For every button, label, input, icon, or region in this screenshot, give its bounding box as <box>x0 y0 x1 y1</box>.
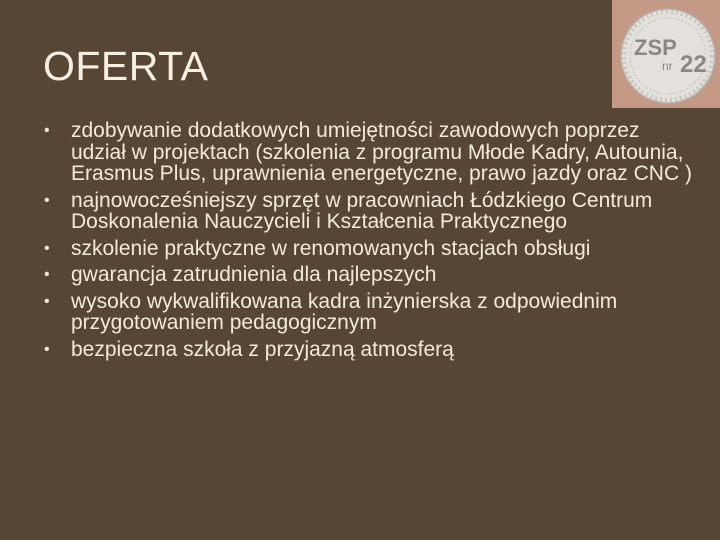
bullet-marker: • <box>44 191 50 209</box>
offer-list <box>44 120 694 365</box>
bullet-marker: • <box>44 292 50 310</box>
logo-main-text: ZSP <box>634 35 677 60</box>
slide-title: OFERTA <box>43 43 209 89</box>
list-item <box>44 339 694 361</box>
list-item <box>44 190 694 233</box>
bullet-marker: • <box>44 239 50 257</box>
school-logo <box>612 0 720 108</box>
list-item <box>44 238 694 260</box>
list-item <box>44 120 694 185</box>
bullet-marker: • <box>44 266 50 283</box>
school-emblem-icon <box>612 0 720 108</box>
logo-number-text: 22 <box>680 51 707 78</box>
list-item-text: zdobywanie dodatkowych umiejętności zawodowych poprzez udział w projektach (szkolenia z programu Młode Kadry, Autounia, Erasmus Plus, uprawnienia energetyczne, prawo jazdy oraz CNC ) <box>71 119 692 185</box>
bullet-marker: • <box>44 122 50 139</box>
list-item-text: gwarancja zatrudnienia dla najlepszych <box>71 263 437 286</box>
list-item-text: bezpieczna szkoła z przyjazną atmosferą <box>71 337 454 361</box>
bullet-marker: • <box>44 340 50 358</box>
list-item <box>44 264 694 286</box>
list-item-text: wysoko wykwalifikowana kadra inżynierska z odpowiednim przygotowaniem pedagogicznym <box>71 289 618 334</box>
list-item <box>44 291 694 334</box>
logo-sub-text: nr <box>662 59 673 73</box>
list-item-text: szkolenie praktyczne w renomowanych stacjach obsługi <box>71 236 591 260</box>
list-item-text: najnowocześniejszy sprzęt w pracowniach Łódzkiego Centrum Doskonalenia Nauczycieli i Kształcenia Praktycznego <box>71 188 653 233</box>
